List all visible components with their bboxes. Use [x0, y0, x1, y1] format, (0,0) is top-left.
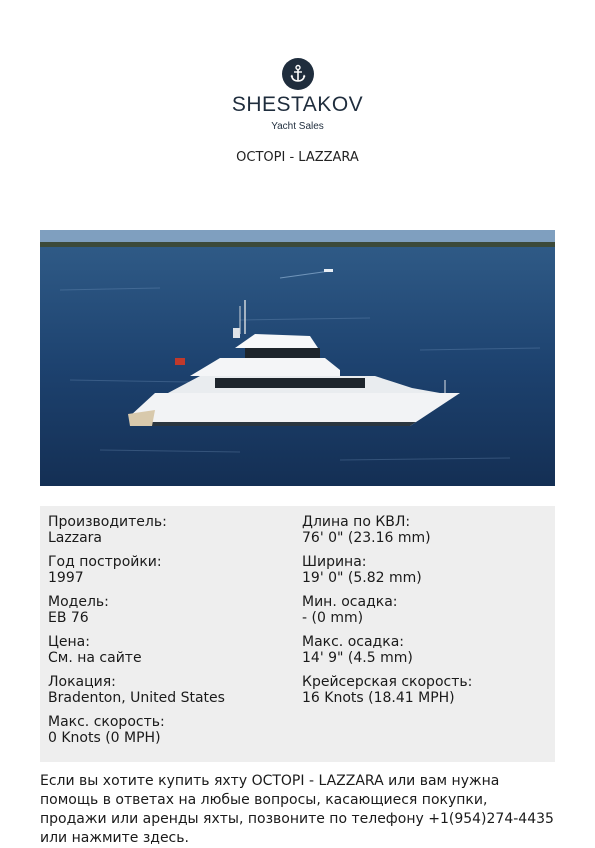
spec-value: EB 76	[48, 610, 89, 626]
spec-beam	[302, 554, 472, 594]
yacht-title: OCTOPI - LAZZARA	[236, 150, 359, 165]
spec-label: Длина по КВЛ:	[302, 514, 411, 530]
spec-label: Производитель:	[48, 514, 167, 530]
spec-value: 19' 0" (5.82 mm)	[302, 570, 422, 586]
spec-max-draft	[302, 634, 472, 674]
brand-logo	[0, 58, 595, 132]
spec-value: Lazzara	[48, 530, 102, 546]
spec-value: 16 Knots (18.41 MPH)	[302, 690, 455, 706]
spec-model	[48, 594, 225, 634]
spec-cruise-speed	[302, 674, 472, 714]
spec-column-right	[302, 514, 472, 714]
spec-label: Цена:	[48, 634, 90, 650]
spec-label: Локация:	[48, 674, 116, 690]
spec-value: Bradenton, United States	[48, 690, 225, 706]
spec-value: - (0 mm)	[302, 610, 364, 626]
spec-label: Ширина:	[302, 554, 367, 570]
spec-value: 1997	[48, 570, 84, 586]
spec-value: 0 Knots (0 MPH)	[48, 730, 161, 746]
spec-location	[48, 674, 225, 714]
spec-label: Крейсерская скорость:	[302, 674, 473, 690]
spec-year	[48, 554, 225, 594]
yacht-photo	[40, 230, 555, 486]
spec-value: 76' 0" (23.16 mm)	[302, 530, 431, 546]
spec-max-speed	[48, 714, 225, 754]
spec-label: Макс. скорость:	[48, 714, 165, 730]
brand-name: SHESTAKOV	[231, 93, 364, 116]
spec-min-draft	[302, 594, 472, 634]
spec-label: Мин. осадка:	[302, 594, 398, 610]
spec-column-left	[48, 514, 225, 754]
spec-manufacturer	[48, 514, 225, 554]
spec-value: 14' 9" (4.5 mm)	[302, 650, 413, 666]
spec-label: Макс. осадка:	[302, 634, 404, 650]
spec-price	[48, 634, 225, 674]
distant-boat	[324, 269, 333, 272]
spec-waterline-length	[302, 514, 472, 554]
spec-value: См. на сайте	[48, 650, 142, 666]
contact-description: Если вы хотите купить яхту OCTOPI - LAZZARA или вам нужна помощь в ответах на любые вопросы, касающиеся покупки, продажи или аренды яхты, позвоните по телефону +1(954)274-4435 или нажмите здесь.	[40, 773, 554, 846]
brand-tagline: Yacht Sales	[271, 121, 324, 132]
anchor-icon	[282, 58, 314, 90]
spec-panel	[40, 506, 555, 762]
spec-label: Год постройки:	[48, 554, 162, 570]
spec-label: Модель:	[48, 594, 109, 610]
sky	[40, 230, 555, 244]
